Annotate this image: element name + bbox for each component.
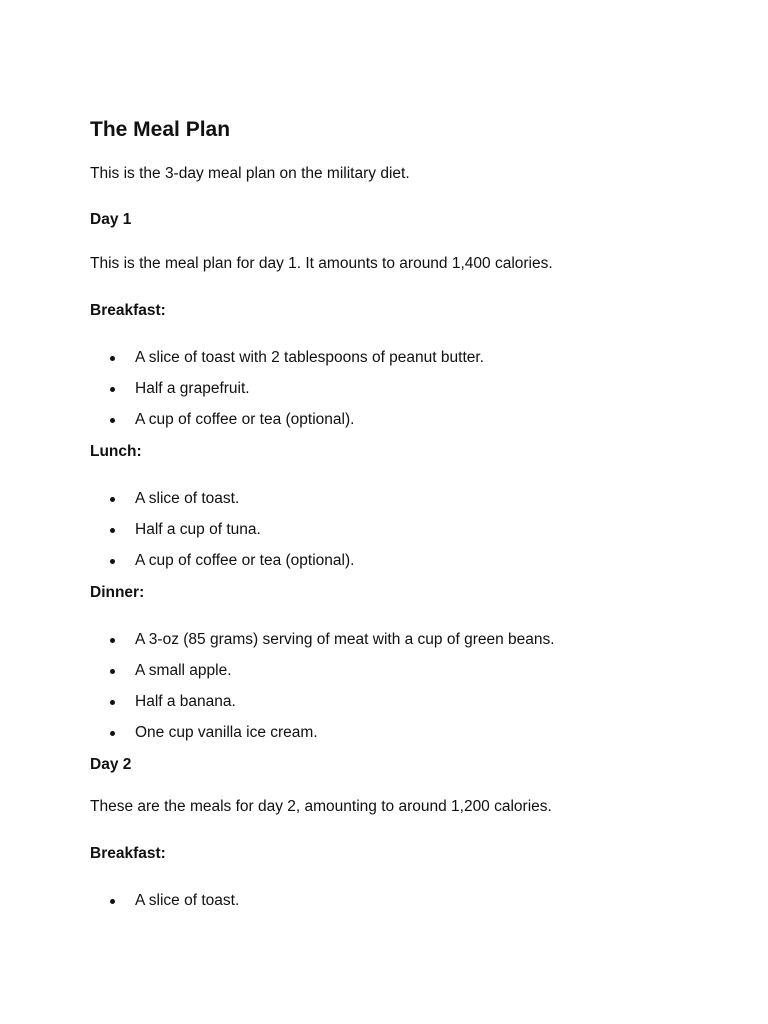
- list-item: A cup of coffee or tea (optional).: [90, 551, 710, 571]
- day-2-breakfast-list: [90, 891, 710, 911]
- day-1-lunch-list: [90, 489, 710, 571]
- day-1-dinner-heading: Dinner:: [90, 584, 145, 601]
- list-item: A cup of coffee or tea (optional).: [90, 410, 710, 430]
- list-item: Half a grapefruit.: [90, 379, 710, 399]
- list-item: A slice of toast.: [90, 891, 710, 911]
- day-1-lunch-heading: Lunch:: [90, 443, 142, 460]
- list-item: A slice of toast with 2 tablespoons of peanut butter.: [90, 348, 710, 368]
- article-body: [90, 116, 710, 911]
- intro-paragraph: This is the 3-day meal plan on the military diet.: [90, 165, 410, 182]
- list-item: One cup vanilla ice cream.: [90, 723, 710, 743]
- day-2-breakfast-heading: Breakfast:: [90, 845, 166, 862]
- page-title: The Meal Plan: [90, 118, 231, 141]
- day-2-summary: These are the meals for day 2, amounting to around 1,200 calories.: [90, 798, 552, 815]
- day-1-breakfast-list: [90, 348, 710, 430]
- day-1-summary: This is the meal plan for day 1. It amounts to around 1,400 calories.: [90, 255, 553, 272]
- day-1-breakfast-heading: Breakfast:: [90, 302, 166, 319]
- day-1-dinner-list: [90, 630, 710, 743]
- list-item: A slice of toast.: [90, 489, 710, 509]
- list-item: Half a banana.: [90, 692, 710, 712]
- list-item: Half a cup of tuna.: [90, 520, 710, 540]
- list-item: A 3-oz (85 grams) serving of meat with a cup of green beans.: [90, 630, 710, 650]
- day-2-heading: Day 2: [90, 756, 132, 773]
- day-1-heading: Day 1: [90, 211, 132, 228]
- list-item: A small apple.: [90, 661, 710, 681]
